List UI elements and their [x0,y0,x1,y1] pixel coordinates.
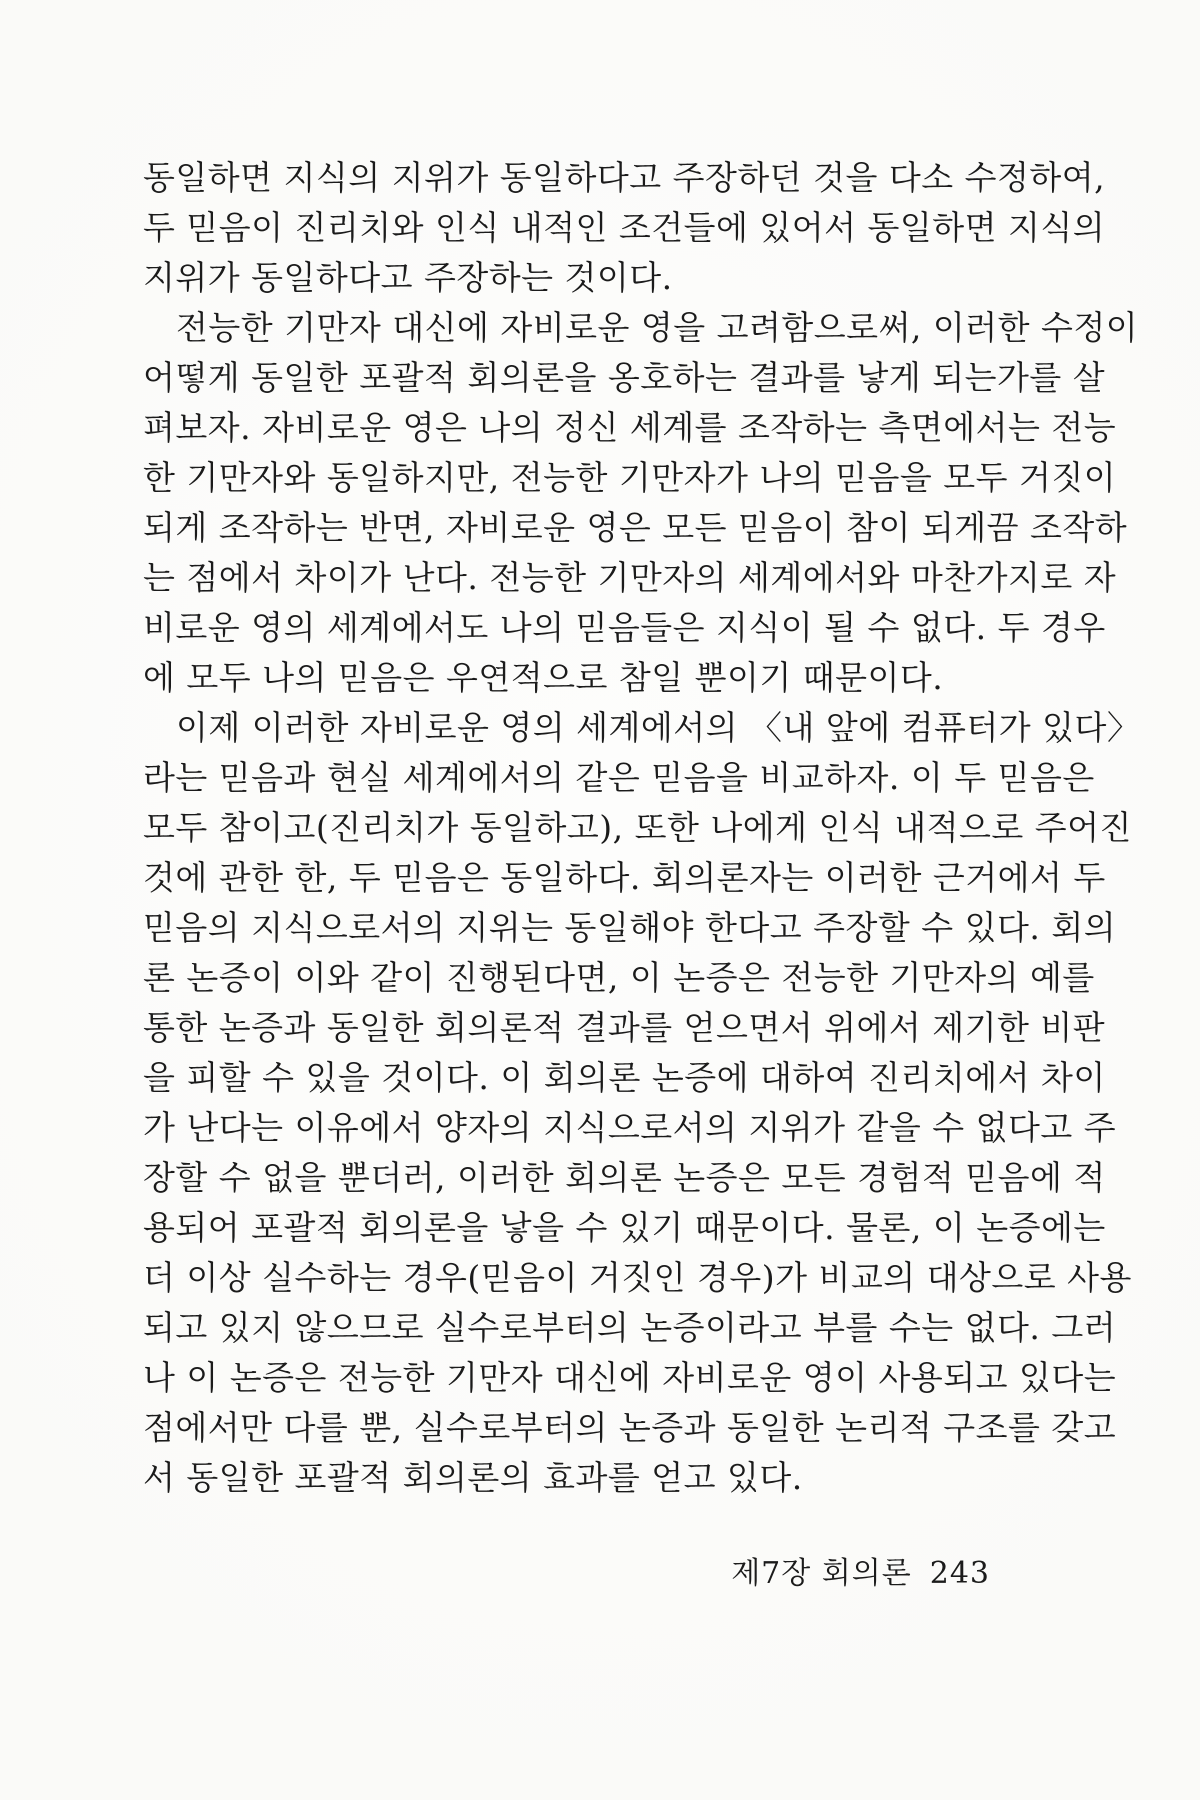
text-line: 점에서만 다를 뿐, 실수로부터의 논증과 동일한 논리적 구조를 갖고 [143,1408,1117,1447]
text-line: 것에 관한 한, 두 믿음은 동일하다. 회의론자는 이러한 근거에서 두 [143,858,1106,897]
text-line: 용되어 포괄적 회의론을 낳을 수 있기 때문이다. 물론, 이 논증에는 [143,1208,1106,1247]
text-line: 더 이상 실수하는 경우(믿음이 거짓인 경우)가 비교의 대상으로 사용 [143,1258,1132,1297]
body-text [143,153,1141,1503]
text-line: 한 기만자와 동일하지만, 전능한 기만자가 나의 믿음을 모두 거짓이 [143,458,1117,497]
text-line: 에 모두 나의 믿음은 우연적으로 참일 뿐이기 때문이다. [143,658,944,697]
text-line: 어떻게 동일한 포괄적 회의론을 옹호하는 결과를 낳게 되는가를 살 [143,358,1106,397]
text-line: 이제 이러한 자비로운 영의 세계에서의 〈내 앞에 컴퓨터가 있다〉 [176,708,1141,747]
text-line: 서 동일한 포괄적 회의론의 효과를 얻고 있다. [143,1458,803,1497]
text-line: 가 난다는 이유에서 양자의 지식으로서의 지위가 같을 수 없다고 주 [143,1108,1117,1147]
text-line: 장할 수 없을 뿐더러, 이러한 회의론 논증은 모든 경험적 믿음에 적 [143,1158,1106,1197]
text-line: 두 믿음이 진리치와 인식 내적인 조건들에 있어서 동일하면 지식의 [143,208,1106,247]
text-line: 을 피할 수 있을 것이다. 이 회의론 논증에 대하여 진리치에서 차이 [143,1058,1106,1097]
text-line: 통한 논증과 동일한 회의론적 결과를 얻으면서 위에서 제기한 비판 [143,1008,1106,1047]
text-line: 라는 믿음과 현실 세계에서의 같은 믿음을 비교하자. 이 두 믿음은 [143,758,1095,797]
text-line: 지위가 동일하다고 주장하는 것이다. [143,258,673,297]
page-number: 243 [929,1556,990,1591]
page-footer [0,1548,990,1592]
text-line: 되고 있지 않으므로 실수로부터의 논증이라고 부를 수는 없다. 그러 [143,1308,1117,1347]
text-line: 비로운 영의 세계에서도 나의 믿음들은 지식이 될 수 없다. 두 경우 [143,608,1106,647]
paragraph [143,153,1106,303]
text-line: 모두 참이고(진리치가 동일하고), 또한 나에게 인식 내적으로 주어진 [143,808,1132,847]
text-line: 되게 조작하는 반면, 자비로운 영은 모든 믿음이 참이 되게끔 조작하 [143,508,1128,547]
chapter-title: 제7장 회의론 [731,1556,912,1591]
text-line: 나 이 논증은 전능한 기만자 대신에 자비로운 영이 사용되고 있다는 [143,1358,1117,1397]
paragraph [143,703,1141,1503]
text-line: 론 논증이 이와 같이 진행된다면, 이 논증은 전능한 기만자의 예를 [143,958,1095,997]
paragraph [143,303,1139,703]
text-line: 믿음의 지식으로서의 지위는 동일해야 한다고 주장할 수 있다. 회의 [143,908,1117,947]
text-line: 는 점에서 차이가 난다. 전능한 기만자의 세계에서와 마찬가지로 자 [143,558,1117,597]
text-line: 전능한 기만자 대신에 자비로운 영을 고려함으로써, 이러한 수정이 [176,308,1139,347]
text-line: 동일하면 지식의 지위가 동일하다고 주장하던 것을 다소 수정하여, [143,158,1106,197]
text-line: 펴보자. 자비로운 영은 나의 정신 세계를 조작하는 측면에서는 전능 [143,408,1117,447]
